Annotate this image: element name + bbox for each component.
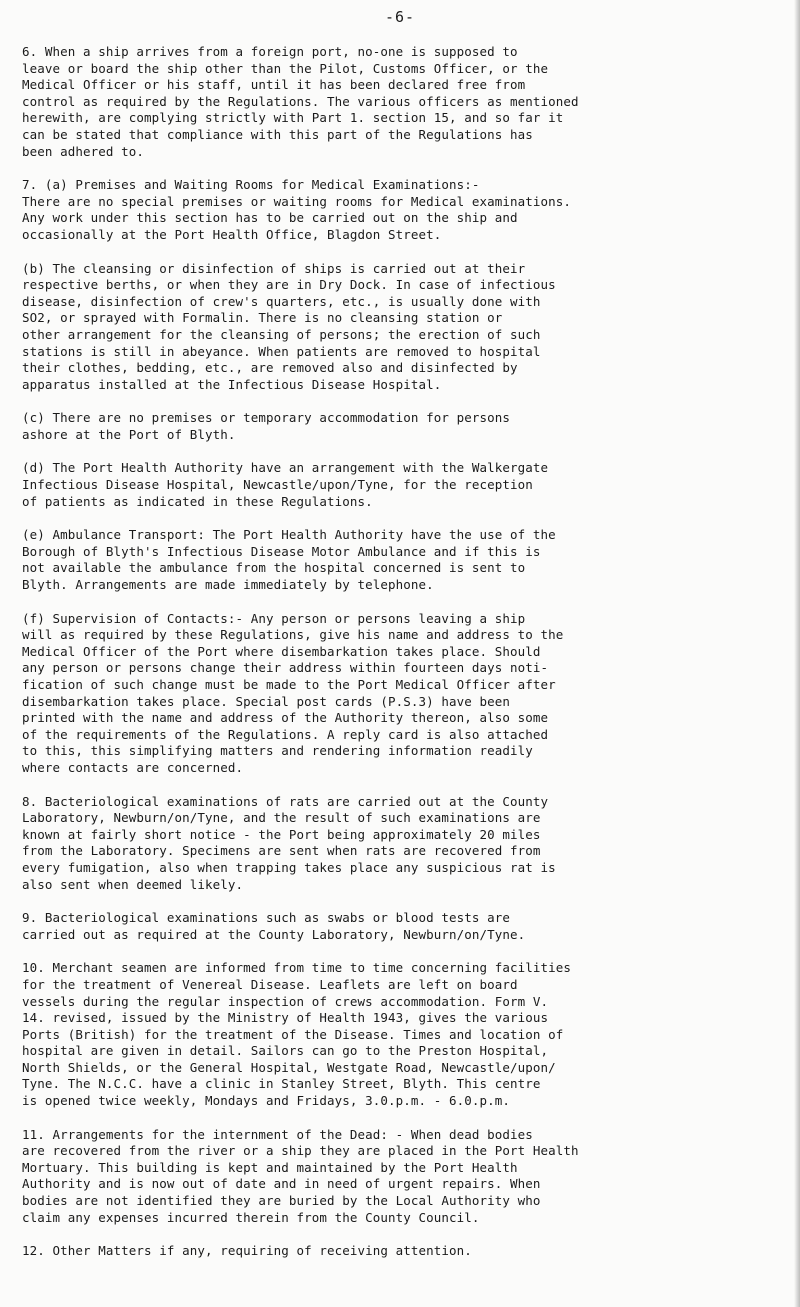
text-line: for the treatment of Venereal Disease. Leaflets are left on board	[22, 976, 518, 992]
text-line: of patients as indicated in these Regulations.	[22, 493, 373, 509]
text-line: disembarkation takes place. Special post cards (P.S.3) have been	[22, 693, 511, 709]
text-line: 14. revised, issued by the Ministry of Health 1943, gives the various	[22, 1010, 549, 1026]
text-line: any person or persons change their address within fourteen days noti-	[22, 660, 549, 676]
paragraph-p7f	[22, 611, 792, 777]
text-line: fication of such change must be made to the Port Medical Officer after	[22, 677, 556, 692]
text-line: ashore at the Port of Blyth.	[22, 426, 236, 442]
text-line: Blyth. Arrangements are made immediately by telephone.	[22, 577, 434, 593]
text-line: of the requirements of the Regulations. A reply card is also attached	[22, 726, 549, 742]
text-line: also sent when deemed likely.	[22, 876, 244, 892]
text-line: Ports (British) for the treatment of the Disease. Times and location of	[22, 1026, 564, 1042]
paragraph-p7d	[22, 460, 792, 510]
paragraph-p11	[22, 1127, 792, 1227]
document-body	[22, 44, 792, 1277]
text-line: disease, disinfection of crew's quarters, etc., is usually done with	[22, 293, 541, 309]
text-line: hospital are given in detail. Sailors can go to the Preston Hospital,	[22, 1043, 549, 1059]
text-line: Tyne. The N.C.C. have a clinic in Stanley Street, Blyth. This centre	[22, 1076, 541, 1092]
text-line: bodies are not identified they are buried by the Local Authority who	[22, 1193, 541, 1209]
text-line: Laboratory, Newburn/on/Tyne, and the result of such examinations are	[22, 810, 541, 826]
paragraph-p8	[22, 794, 792, 894]
paragraph-p7e	[22, 527, 792, 593]
text-line: Medical Officer or his staff, until it has been declared free from	[22, 77, 526, 93]
text-line: claim any expenses incurred therein from the County Council.	[22, 1209, 480, 1225]
page-edge-shadow	[794, 0, 800, 1307]
paragraph-p7a	[22, 177, 792, 243]
text-line: Infectious Disease Hospital, Newcastle/upon/Tyne, for the reception	[22, 477, 533, 493]
text-line: 11. Arrangements for the internment of the Dead: - When dead bodies	[22, 1126, 533, 1142]
text-line: vessels during the regular inspection of crews accommodation. Form V.	[22, 993, 549, 1009]
text-line: 9. Bacteriological examinations such as swabs or blood tests are	[22, 910, 511, 926]
text-line: is opened twice weekly, Mondays and Fridays, 3.0.p.m. - 6.0.p.m.	[22, 1093, 511, 1109]
text-line: SO2, or sprayed with Formalin. There is no cleansing station or	[22, 310, 503, 326]
text-line: (c) There are no premises or temporary accommodation for persons	[22, 410, 511, 426]
text-line: 7. (a) Premises and Waiting Rooms for Medical Examinations:-	[22, 177, 480, 193]
text-line: Authority and is now out of date and in need of urgent repairs. When	[22, 1176, 541, 1192]
text-line: stations is still in abeyance. When patients are removed to hospital	[22, 343, 541, 359]
paragraph-p12	[22, 1243, 792, 1260]
text-line: control as required by the Regulations. The various officers as mentioned	[22, 93, 579, 109]
text-line: respective berths, or when they are in Dry Dock. In case of infectious	[22, 277, 556, 293]
text-line: their clothes, bedding, etc., are removed also and disinfected by	[22, 360, 518, 376]
text-line: 10. Merchant seamen are informed from time to time concerning facilities	[22, 960, 572, 976]
text-line: are recovered from the river or a ship they are placed in the Port Health	[22, 1143, 579, 1159]
paragraph-p7b	[22, 261, 792, 394]
page-number: -6-	[384, 8, 416, 26]
text-line: (d) The Port Health Authority have an arrangement with the Walkergate	[22, 460, 549, 476]
text-line: other arrangement for the cleansing of persons; the erection of such	[22, 326, 541, 342]
text-line: known at fairly short notice - the Port being approximately 20 miles	[22, 826, 541, 842]
text-line: Any work under this section has to be carried out on the ship and	[22, 210, 518, 226]
text-line: Medical Officer of the Port where disembarkation takes place. Should	[22, 643, 541, 659]
text-line: leave or board the ship other than the Pilot, Customs Officer, or the	[22, 60, 549, 76]
text-line: (f) Supervision of Contacts:- Any person or persons leaving a ship	[22, 610, 526, 626]
text-line: (e) Ambulance Transport: The Port Health Authority have the use of the	[22, 527, 556, 543]
text-line: Borough of Blyth's Infectious Disease Motor Ambulance and if this is	[22, 543, 541, 559]
text-line: been adhered to.	[22, 143, 145, 159]
text-line: (b) The cleansing or disinfection of ships is carried out at their	[22, 260, 526, 276]
text-line: not available the ambulance from the hospital concerned is sent to	[22, 560, 526, 576]
text-line: Mortuary. This building is kept and maintained by the Port Health	[22, 1159, 518, 1175]
text-line: can be stated that compliance with this part of the Regulations has	[22, 126, 533, 142]
text-line: carried out as required at the County Laboratory, Newburn/on/Tyne.	[22, 926, 526, 942]
text-line: 12. Other Matters if any, requiring of receiving attention.	[22, 1243, 472, 1259]
text-line: 8. Bacteriological examinations of rats are carried out at the County	[22, 793, 549, 809]
text-line: printed with the name and address of the Authority thereon, also some	[22, 710, 549, 726]
paragraph-p10	[22, 960, 792, 1109]
text-line: There are no special premises or waiting rooms for Medical examinations.	[22, 193, 572, 209]
text-line: herewith, are complying strictly with Part 1. section 15, and so far it	[22, 110, 564, 126]
text-line: apparatus installed at the Infectious Disease Hospital.	[22, 376, 442, 392]
text-line: every fumigation, also when trapping takes place any suspicious rat is	[22, 859, 556, 875]
text-line: will as required by these Regulations, give his name and address to the	[22, 627, 564, 643]
text-line: 6. When a ship arrives from a foreign port, no-one is supposed to	[22, 44, 518, 59]
text-line: occasionally at the Port Health Office, Blagdon Street.	[22, 226, 442, 242]
paragraph-p9	[22, 910, 792, 943]
text-line: to this, this simplifying matters and rendering information readily	[22, 743, 533, 759]
paragraph-p7c	[22, 410, 792, 443]
text-line: North Shields, or the General Hospital, Westgate Road, Newcastle/upon/	[22, 1059, 556, 1075]
text-line: where contacts are concerned.	[22, 759, 244, 775]
text-line: from the Laboratory. Specimens are sent when rats are recovered from	[22, 843, 541, 859]
paragraph-p6	[22, 44, 792, 160]
